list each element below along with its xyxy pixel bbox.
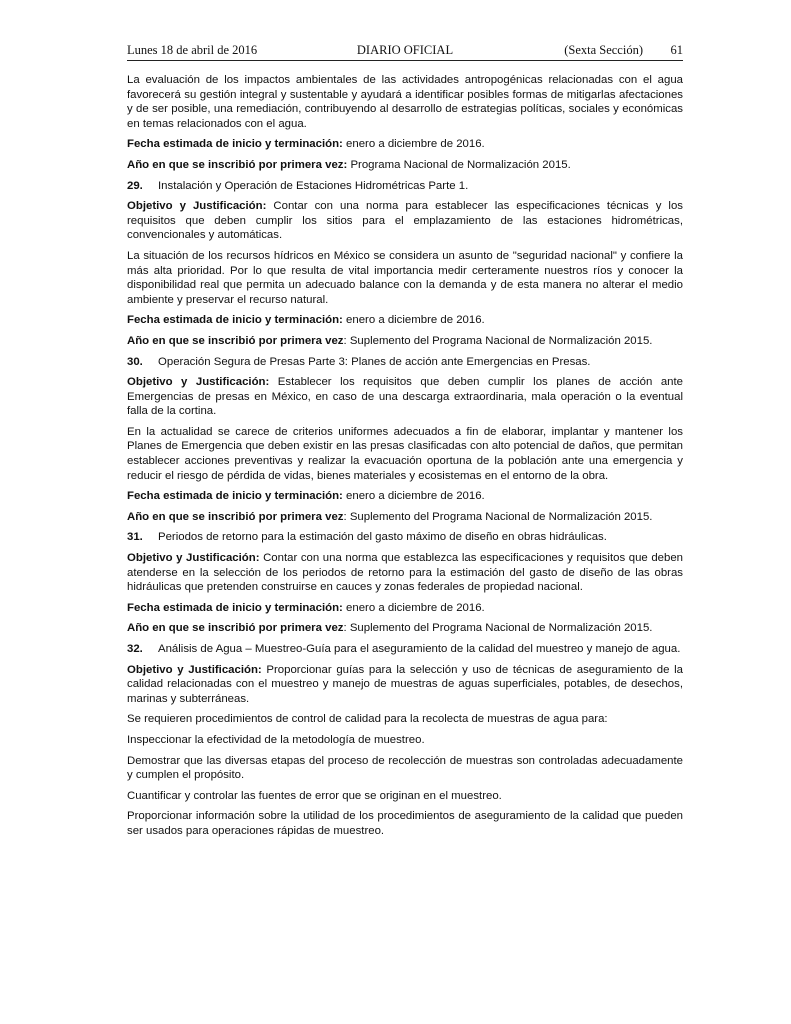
item-number: 30. — [127, 355, 143, 368]
list-item-30 — [127, 355, 683, 370]
fecha-label: Fecha estimada de inicio y terminación: — [127, 601, 343, 614]
anio-value: Programa Nacional de Normalización 2015. — [347, 158, 571, 171]
extra-paragraph: Cuantificar y controlar las fuentes de error que se originan en el muestreo. — [127, 789, 502, 802]
extra-paragraph: En la actualidad se carece de criterios uniformes adecuados a fin de elaborar, implantar y mantener los Planes de Emergencia que deben existir en las presas clasificadas con alto potencial de daños, que permitan establecer acciones preventivas y realizar la evacuación oportuna de la población ante una emergencia y reducir el riesgo de pérdida de vidas, bienes materiales y ecosistemas en el entorno de la obra. — [127, 425, 683, 482]
fecha-value: enero a diciembre de 2016. — [342, 138, 485, 151]
header-date: Lunes 18 de abril de 2016 — [127, 43, 258, 57]
extra-paragraph: La situación de los recursos hídricos en México se considera un asunto de "seguridad nacional" y confiere la más alta prioridad. Por lo que resulta de vital importancia medir certeramente nuestros ríos y conocer la disponibilidad real que permita un adecuado balance con la demanda y de esta manera no alterar el medio ambiente y preservar el recurso natural. — [127, 249, 683, 306]
anio-label: Año en que se inscribió por primera vez — [127, 510, 344, 523]
anio-label: Año en que se inscribió por primera vez — [127, 158, 344, 171]
anio-value: : Suplemento del Programa Nacional de Normalización 2015. — [343, 510, 653, 523]
objetivo-text: Contar con una norma para establecer las especificaciones técnicas y los requisitos que deben cumplir los sitios para el emplazamiento de las estaciones hidrométricas, convencionales y automáticas. — [127, 200, 683, 242]
item-title: Periodos de retorno para la estimación del gasto máximo de diseño en obras hidráulicas. — [158, 531, 607, 544]
objetivo-label: Objetivo y Justificación: — [127, 663, 262, 676]
intro-paragraph: La evaluación de los impactos ambientales de las actividades antropogénicas relacionadas con el agua favorecerá su gestión integral y sustentable y ayudará a identificar posibles formas de mitigarlas afectaciones y de ser posible, una remediación, contribuyendo al desarrollo de estrategias políticas, sociales y económicas en temas relacionados con el agua. — [127, 74, 683, 130]
objetivo-label: Objetivo y Justificación: — [127, 376, 270, 389]
item-title: Operación Segura de Presas Parte 3: Planes de acción ante Emergencias en Presas. — [158, 355, 591, 368]
intro-fecha-line — [127, 137, 683, 152]
item-number: 31. — [127, 531, 143, 544]
list-item-32 — [127, 642, 683, 657]
fecha-label: Fecha estimada de inicio y terminación: — [127, 314, 343, 327]
objetivo-paragraph — [127, 551, 683, 595]
header-section: (Sexta Sección) — [564, 43, 643, 57]
fecha-value: enero a diciembre de 2016. — [342, 490, 485, 503]
objetivo-paragraph — [127, 663, 683, 707]
page-header — [127, 42, 683, 61]
fecha-label: Fecha estimada de inicio y terminación: — [127, 490, 343, 503]
fecha-line — [127, 489, 683, 504]
item-title: Análisis de Agua – Muestreo-Guía para el aseguramiento de la calidad del muestreo y manejo de agua. — [158, 643, 681, 655]
header-newspaper-name: DIARIO OFICIAL — [356, 43, 454, 57]
anio-separator: : — [343, 158, 348, 171]
objetivo-label: Objetivo y Justificación: — [127, 552, 260, 565]
intro-anio-line — [127, 158, 683, 173]
list-item-31 — [127, 530, 683, 545]
objetivo-label: Objetivo y Justificación: — [127, 200, 267, 213]
anio-label: Año en que se inscribió por primera vez — [127, 622, 344, 635]
objetivo-paragraph — [127, 199, 683, 243]
anio-line — [127, 334, 683, 349]
anio-value: : Suplemento del Programa Nacional de Normalización 2015. — [343, 622, 653, 635]
objetivo-text: Establecer los requisitos que deben cumplir los planes de acción ante Emergencias de presas en México, en caso de una descarga extraordinaria, mala operación o la eventual falla de la cortina. — [127, 376, 684, 418]
objetivo-paragraph — [127, 375, 683, 419]
anio-line — [127, 621, 683, 636]
extra-paragraph: Se requieren procedimientos de control de calidad para la recolecta de muestras de agua para: — [127, 713, 608, 726]
fecha-line — [127, 601, 683, 616]
extra-paragraph: Proporcionar información sobre la utilidad de los procedimientos de aseguramiento de la calidad que pueden ser usados para operaciones rápidas de muestreo. — [127, 810, 683, 837]
fecha-label: Fecha estimada de inicio y terminación: — [127, 138, 343, 151]
anio-label: Año en que se inscribió por primera vez — [127, 334, 344, 347]
document-body — [127, 73, 683, 845]
list-item-29 — [127, 179, 683, 194]
fecha-value: enero a diciembre de 2016. — [342, 314, 485, 327]
header-page-number: 61 — [670, 43, 683, 57]
objetivo-text: Contar con una norma que establezca las especificaciones y requisitos que deben atenderse en la selección de los periodos de retorno para la estimación del gasto de diseño de las obras hidráulicas que pretenden construirse en cauces y zonas federales de propiedad nacional. — [127, 552, 683, 594]
extra-paragraph: Inspeccionar la efectividad de la metodología de muestreo. — [127, 733, 425, 746]
item-number: 29. — [127, 179, 143, 192]
fecha-value: enero a diciembre de 2016. — [342, 601, 485, 614]
objetivo-text: Proporcionar guías para la selección y uso de técnicas de aseguramiento de la calidad relacionadas con el muestreo y manejo de muestras de aguas superficiales, potables, de desechos, marinas y subterráneas. — [127, 663, 683, 705]
anio-line — [127, 510, 683, 525]
anio-value: : Suplemento del Programa Nacional de Normalización 2015. — [343, 334, 653, 347]
extra-paragraph: Demostrar que las diversas etapas del proceso de recolección de muestras son controladas adecuadamente y cumplen el propósito. — [127, 754, 683, 782]
fecha-line — [127, 313, 683, 328]
item-number: 32. — [127, 643, 143, 655]
item-title: Instalación y Operación de Estaciones Hidrométricas Parte 1. — [158, 179, 469, 192]
